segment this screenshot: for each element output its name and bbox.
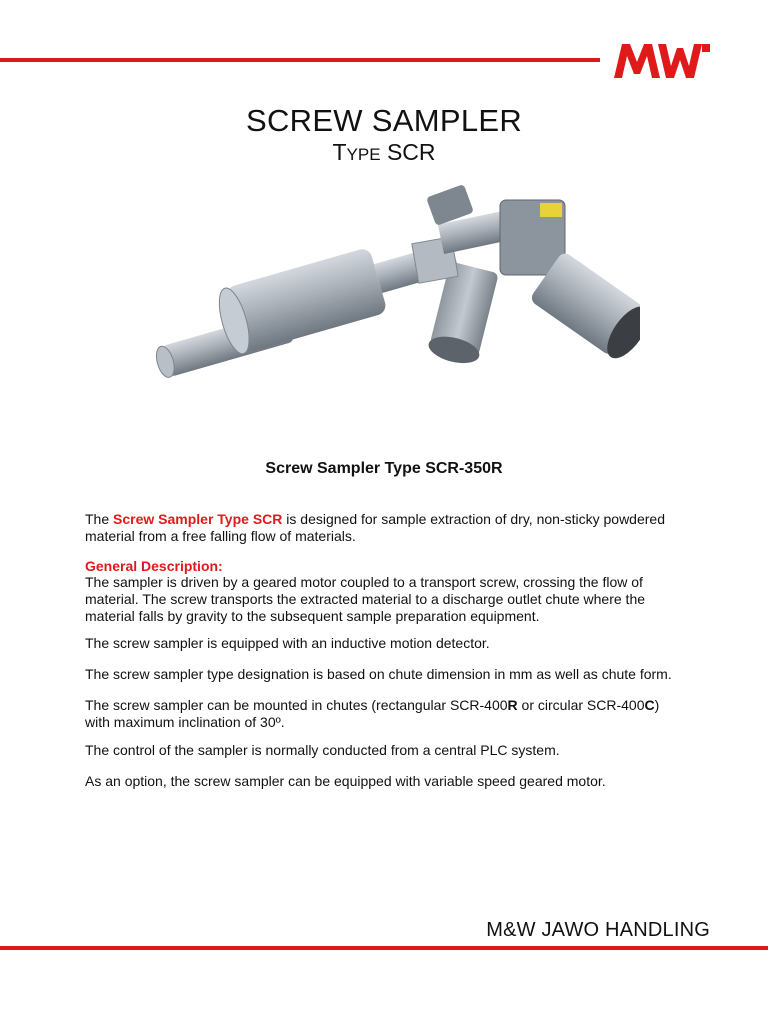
mounting-paragraph	[85, 697, 685, 731]
mounting-text-b: R	[507, 697, 518, 713]
general-description-text: The sampler is driven by a geared motor coupled to a transport screw, crossing the flow of material. The screw transports the extracted material to a discharge outlet chute where the material falls by gravity to the subsequent sample preparation equipment.	[85, 574, 646, 624]
general-description-heading: General Description:	[85, 558, 223, 574]
designation-paragraph: The screw sampler type designation is based on chute dimension in mm as well as chute form.	[85, 666, 672, 682]
page-subtitle	[0, 139, 768, 166]
intro-highlight: Screw Sampler Type SCR	[113, 511, 283, 527]
mounting-text-c: or circular SCR-400	[517, 697, 645, 713]
subtitle-small-caps: YPE	[346, 145, 381, 164]
header-rule	[0, 58, 600, 62]
footer-company-name: M&W JAWO HANDLING	[486, 919, 710, 941]
detector-paragraph: The screw sampler is equipped with an inductive motion detector.	[85, 635, 490, 651]
option-paragraph: As an option, the screw sampler can be equipped with variable speed geared motor.	[85, 773, 606, 789]
page-title: SCREW SAMPLER	[245, 103, 523, 138]
mw-logo-icon	[612, 42, 712, 80]
mounting-text-e: ) with maximum inclination of 30º.	[85, 697, 660, 730]
screw-sampler-photo	[140, 175, 640, 405]
control-paragraph: The control of the sampler is normally conducted from a central PLC system.	[85, 742, 560, 758]
intro-suffix: is designed for sample extraction of dry, non-sticky powdered material from a free falling flow of materials.	[85, 511, 665, 544]
image-caption: Screw Sampler Type SCR-350R	[265, 460, 503, 477]
subtitle-rest: SCR	[386, 139, 436, 165]
intro-prefix: The	[85, 511, 114, 527]
subtitle-first-cap: T	[332, 139, 347, 165]
mounting-text-d: C	[644, 697, 655, 713]
mounting-text-a: The screw sampler can be mounted in chutes (rectangular SCR-400	[85, 697, 508, 713]
intro-paragraph	[85, 511, 685, 545]
footer-rule	[0, 946, 768, 950]
